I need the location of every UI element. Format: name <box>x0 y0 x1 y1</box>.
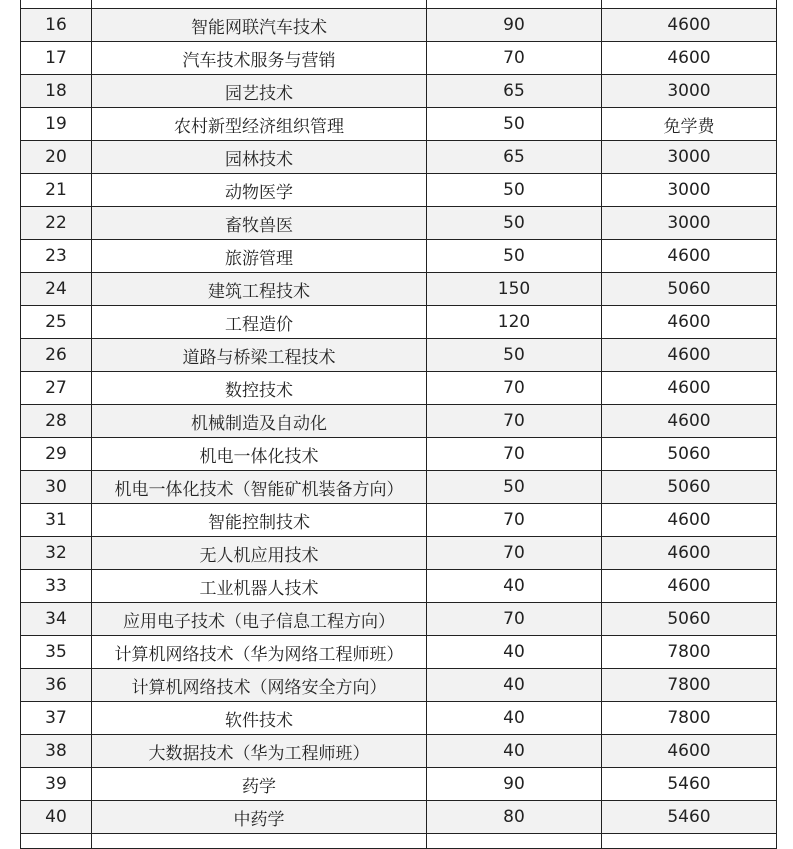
row-number-cell: 17 <box>21 42 92 75</box>
tuition-fee-cell: 4600 <box>602 735 777 768</box>
tuition-fee-cell: 5060 <box>602 438 777 471</box>
tuition-fee-cell: 4600 <box>602 339 777 372</box>
enrollment-plan-cell: 90 <box>427 768 602 801</box>
row-number-cell: 29 <box>21 438 92 471</box>
row-number-cell: 33 <box>21 570 92 603</box>
enrollment-plan-cell: 40 <box>427 702 602 735</box>
table-cell-empty <box>21 0 92 9</box>
table-row <box>21 702 777 735</box>
table-row <box>21 405 777 438</box>
row-number-cell: 16 <box>21 9 92 42</box>
row-number-cell: 18 <box>21 75 92 108</box>
table-row <box>21 273 777 306</box>
table-row <box>21 306 777 339</box>
enrollment-plan-cell: 70 <box>427 438 602 471</box>
table-row <box>21 801 777 834</box>
table-row <box>21 42 777 75</box>
enrollment-plan-cell: 50 <box>427 240 602 273</box>
table-row <box>21 768 777 801</box>
table-row-partial-top <box>21 0 777 9</box>
row-number-cell: 19 <box>21 108 92 141</box>
table-row <box>21 240 777 273</box>
table-cell-empty <box>92 0 427 9</box>
major-name-cell: 计算机网络技术（华为网络工程师班） <box>92 636 427 669</box>
enrollment-table-container <box>20 0 776 849</box>
row-number-cell: 34 <box>21 603 92 636</box>
enrollment-plan-cell: 70 <box>427 405 602 438</box>
table-row <box>21 504 777 537</box>
enrollment-plan-cell: 80 <box>427 801 602 834</box>
major-name-cell: 道路与桥梁工程技术 <box>92 339 427 372</box>
row-number-cell: 30 <box>21 471 92 504</box>
major-name-cell: 机电一体化技术 <box>92 438 427 471</box>
row-number-cell: 22 <box>21 207 92 240</box>
row-number-cell: 24 <box>21 273 92 306</box>
table-row <box>21 141 777 174</box>
enrollment-plan-cell: 40 <box>427 669 602 702</box>
table-row <box>21 339 777 372</box>
enrollment-plan-cell: 50 <box>427 339 602 372</box>
enrollment-plan-cell: 40 <box>427 636 602 669</box>
tuition-fee-cell: 3000 <box>602 207 777 240</box>
major-name-cell: 机械制造及自动化 <box>92 405 427 438</box>
tuition-fee-cell: 3000 <box>602 174 777 207</box>
tuition-fee-cell: 4600 <box>602 42 777 75</box>
row-number-cell: 23 <box>21 240 92 273</box>
major-name-cell: 建筑工程技术 <box>92 273 427 306</box>
major-name-cell: 药学 <box>92 768 427 801</box>
row-number-cell: 28 <box>21 405 92 438</box>
tuition-fee-cell: 5460 <box>602 801 777 834</box>
row-number-cell: 26 <box>21 339 92 372</box>
major-name-cell: 动物医学 <box>92 174 427 207</box>
enrollment-plan-cell: 65 <box>427 75 602 108</box>
tuition-fee-cell: 4600 <box>602 372 777 405</box>
table-row <box>21 75 777 108</box>
major-name-cell: 工业机器人技术 <box>92 570 427 603</box>
major-name-cell: 中药学 <box>92 801 427 834</box>
row-number-cell: 27 <box>21 372 92 405</box>
tuition-fee-cell: 免学费 <box>602 108 777 141</box>
enrollment-plan-cell: 50 <box>427 471 602 504</box>
tuition-fee-cell: 4600 <box>602 306 777 339</box>
major-name-cell: 旅游管理 <box>92 240 427 273</box>
tuition-fee-cell: 4600 <box>602 504 777 537</box>
row-number-cell: 36 <box>21 669 92 702</box>
row-number-cell: 25 <box>21 306 92 339</box>
row-number-cell: 21 <box>21 174 92 207</box>
table-row <box>21 372 777 405</box>
enrollment-plan-cell: 65 <box>427 141 602 174</box>
row-number-cell: 31 <box>21 504 92 537</box>
major-name-cell: 园林技术 <box>92 141 427 174</box>
table-cell-empty <box>427 0 602 9</box>
enrollment-plan-cell: 70 <box>427 372 602 405</box>
major-name-cell: 农村新型经济组织管理 <box>92 108 427 141</box>
row-number-cell: 32 <box>21 537 92 570</box>
major-name-cell: 计算机网络技术（网络安全方向） <box>92 669 427 702</box>
major-name-cell: 智能网联汽车技术 <box>92 9 427 42</box>
enrollment-plan-cell: 70 <box>427 504 602 537</box>
tuition-fee-cell: 5060 <box>602 471 777 504</box>
enrollment-plan-cell: 150 <box>427 273 602 306</box>
enrollment-plan-cell: 40 <box>427 735 602 768</box>
major-name-cell: 大数据技术（华为工程师班） <box>92 735 427 768</box>
enrollment-plan-cell: 70 <box>427 603 602 636</box>
table-row <box>21 669 777 702</box>
major-name-cell: 汽车技术服务与营销 <box>92 42 427 75</box>
tuition-fee-cell: 5060 <box>602 273 777 306</box>
tuition-fee-cell: 4600 <box>602 570 777 603</box>
tuition-fee-cell: 4600 <box>602 405 777 438</box>
major-name-cell: 软件技术 <box>92 702 427 735</box>
enrollment-plan-cell: 40 <box>427 570 602 603</box>
table-row <box>21 471 777 504</box>
table-row <box>21 735 777 768</box>
major-name-cell: 智能控制技术 <box>92 504 427 537</box>
table-row <box>21 537 777 570</box>
tuition-fee-cell: 7800 <box>602 702 777 735</box>
major-name-cell: 工程造价 <box>92 306 427 339</box>
row-number-cell: 37 <box>21 702 92 735</box>
table-row <box>21 108 777 141</box>
enrollment-table <box>20 0 777 849</box>
tuition-fee-cell: 3000 <box>602 141 777 174</box>
row-number-cell: 39 <box>21 768 92 801</box>
enrollment-plan-cell: 50 <box>427 207 602 240</box>
table-row <box>21 174 777 207</box>
enrollment-plan-cell: 70 <box>427 537 602 570</box>
major-name-cell: 园艺技术 <box>92 75 427 108</box>
row-number-cell: 20 <box>21 141 92 174</box>
major-name-cell: 无人机应用技术 <box>92 537 427 570</box>
enrollment-plan-cell: 50 <box>427 174 602 207</box>
table-body <box>21 0 777 849</box>
tuition-fee-cell: 7800 <box>602 636 777 669</box>
table-row <box>21 438 777 471</box>
tuition-fee-cell: 3000 <box>602 75 777 108</box>
tuition-fee-cell: 5460 <box>602 768 777 801</box>
table-row <box>21 207 777 240</box>
table-cell-empty <box>602 0 777 9</box>
row-number-cell: 38 <box>21 735 92 768</box>
major-name-cell: 应用电子技术（电子信息工程方向） <box>92 603 427 636</box>
tuition-fee-cell: 4600 <box>602 9 777 42</box>
tuition-fee-cell: 4600 <box>602 240 777 273</box>
row-number-cell: 40 <box>21 801 92 834</box>
table-row <box>21 603 777 636</box>
table-row <box>21 570 777 603</box>
row-number-cell: 35 <box>21 636 92 669</box>
tuition-fee-cell: 7800 <box>602 669 777 702</box>
enrollment-plan-cell: 120 <box>427 306 602 339</box>
enrollment-plan-cell: 50 <box>427 108 602 141</box>
major-name-cell: 畜牧兽医 <box>92 207 427 240</box>
major-name-cell: 数控技术 <box>92 372 427 405</box>
tuition-fee-cell: 4600 <box>602 537 777 570</box>
major-name-cell: 机电一体化技术（智能矿机装备方向） <box>92 471 427 504</box>
enrollment-plan-cell: 90 <box>427 9 602 42</box>
table-row <box>21 636 777 669</box>
table-row <box>21 9 777 42</box>
enrollment-plan-cell: 70 <box>427 42 602 75</box>
tuition-fee-cell: 5060 <box>602 603 777 636</box>
